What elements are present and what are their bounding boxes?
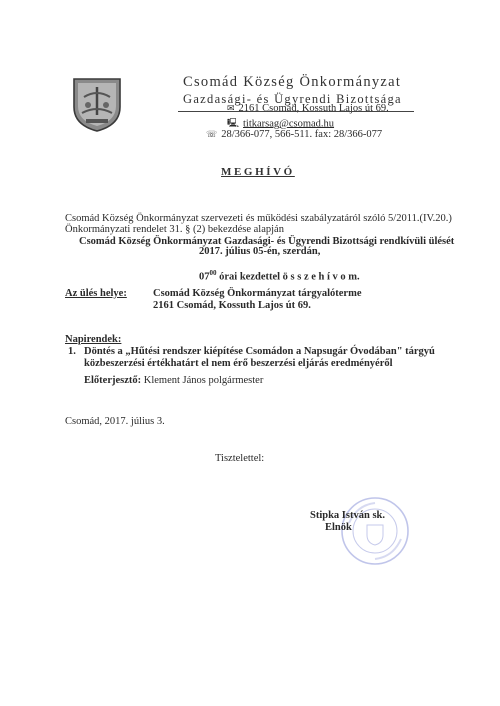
date-line: Csomád, 2017. július 3. [65, 416, 165, 427]
meeting-minute: 00 [209, 269, 217, 277]
header-divider [178, 111, 414, 112]
presenter-line [84, 370, 263, 388]
phone-line [206, 129, 382, 140]
intro-line-2: Önkormányzati rendelet 31. § (2) bekezdése alapján [65, 224, 284, 235]
document-title: MEGHÍVÓ [221, 166, 295, 178]
presenter-label: Előterjesztő: [84, 375, 142, 386]
phone-text: 28/366-077, 566-511. fax: 28/366-077 [221, 129, 383, 140]
agenda-item-line-2: közbeszerzési értékhatárt el nem érő beszerzési eljárás eredményéről [84, 358, 393, 369]
committee-name: Gazdasági- és Ügyrendi Bizottsága [183, 92, 402, 106]
closing: Tisztelettel: [215, 453, 265, 464]
intro-line-3: Csomád Község Önkormányzat Gazdasági- és Ügyrendi Bizottsági rendkívüli ülését [79, 236, 455, 247]
agenda-item-line-1: Döntés a „Hűtési rendszer kiépítése Csomádon a Napsugár Óvodában" tárgyú [84, 346, 435, 357]
meeting-hour: 07 [199, 271, 210, 283]
organization-name: Csomád Község Önkormányzat [183, 74, 402, 90]
venue-line-2: 2161 Csomád, Kossuth Lajos út 69. [153, 300, 311, 311]
computer-icon: 🖳 [227, 118, 240, 128]
email-link[interactable]: titkarsag@csomad.hu [243, 118, 335, 130]
envelope-icon: ✉ [227, 103, 235, 114]
meeting-date: 2017. július 05-én, szerdán, [199, 246, 321, 257]
venue-label: Az ülés helye: [65, 288, 127, 299]
signatory-name: Stipka István sk. [310, 510, 385, 521]
address-line [227, 103, 389, 114]
venue-line-1: Csomád Község Önkormányzat tárgyalóterme [153, 288, 362, 299]
intro-line-1: Csomád Község Önkormányzat szervezeti és működési szabályzatáról szóló 5/2011.(IV.20.) [65, 213, 452, 224]
meeting-time-rest: órai kezdettel ö s s z e h í v o m. [216, 271, 360, 283]
telephone-icon: ☏ [206, 129, 218, 140]
agenda-item-number: 1. [68, 346, 76, 357]
agenda-label: Napirendek: [65, 334, 122, 345]
coat-of-arms-logo [68, 75, 126, 133]
presenter-name: Klement János polgármester [141, 375, 264, 386]
signatory-role: Elnök [325, 522, 352, 533]
address-text: 2161 Csomád, Kossuth Lajos út 69. [238, 103, 389, 114]
meeting-time [199, 269, 360, 283]
